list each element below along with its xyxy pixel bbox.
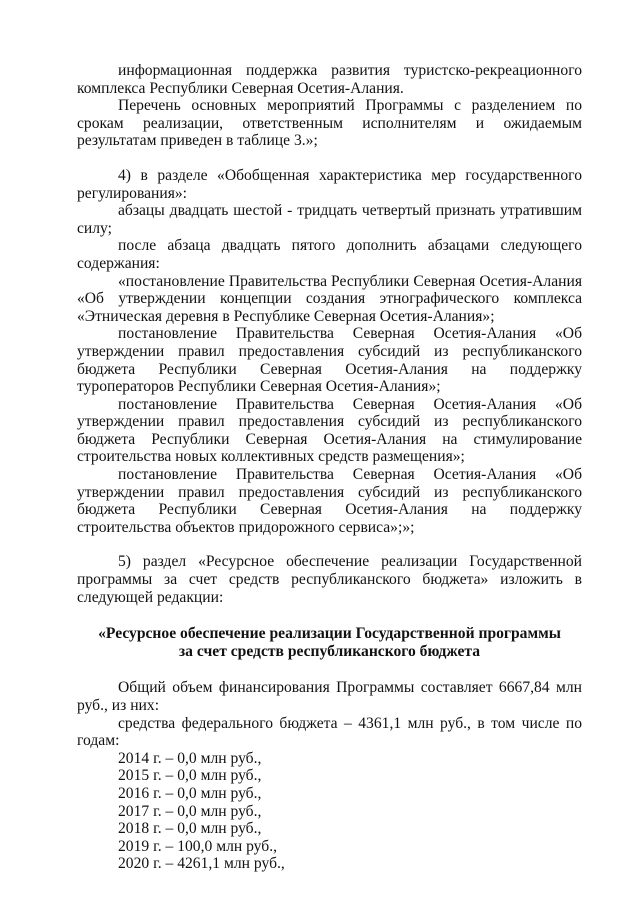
- document-page: [77, 62, 582, 873]
- paragraph-postanovlenie-4: постановление Правительства Северная Осетия-Алания «Об утверждении правил предоставления субсидий из республиканского бюджета Республики Северная Осетия-Алания на поддержку строительства объектов придорожного сервиса»;»;: [77, 466, 582, 536]
- year-line: 2017 г. – 0,0 млн руб.,: [118, 802, 262, 820]
- year-line: 2015 г. – 0,0 млн руб.,: [118, 767, 262, 785]
- section-heading-line-2: за счет средств республиканского бюджета: [178, 642, 481, 660]
- year-line: 2014 г. – 0,0 млн руб.,: [118, 749, 262, 767]
- paragraph-federal-budget: средства федерального бюджета – 4361,1 млн руб., в том числе по годам:: [77, 714, 582, 750]
- year-line: 2020 г. – 4261,1 млн руб.,: [118, 855, 285, 873]
- year-line: 2016 г. – 0,0 млн руб.,: [118, 784, 262, 802]
- paragraph-postanovlenie-1: «постановление Правительства Республики Северная Осетия-Алания «Об утверждении концепции создания этнографического комплекса «Этническая деревня в Республике Северная Осетия-Алания»;: [77, 272, 582, 325]
- paragraph-postanovlenie-2: постановление Правительства Северная Осетия-Алания «Об утверждении правил предоставления субсидий из республиканского бюджета Республики Северная Осетия-Алания на поддержку туроператоров Республики Северная Осетия-Алания»;: [77, 325, 582, 396]
- year-line: 2018 г. – 0,0 млн руб.,: [118, 820, 262, 838]
- year-line: 2019 г. – 100,0 млн руб.,: [118, 837, 278, 855]
- paragraph-item-4: 4) в разделе «Обобщенная характеристика мер государственного регулирования»:: [77, 166, 582, 202]
- paragraph-abzacy: абзацы двадцать шестой - тридцать четвертый признать утратившим силу;: [77, 202, 582, 237]
- paragraph-after-abzac: после абзаца двадцать пятого дополнить абзацами следующего содержания:: [77, 237, 582, 272]
- paragraph-list-reference: Перечень основных мероприятий Программы с разделением по срокам реализации, ответственным исполнителям и ожидаемым результатам приведен в таблице 3.»;: [77, 97, 582, 150]
- paragraph-total-financing: Общий объем финансирования Программы составляет 6667,84 млн руб., из них:: [77, 679, 582, 714]
- paragraph-intro: информационная поддержка развития туристско-рекреационного комплекса Республики Северная Осетия-Алания.: [77, 62, 582, 97]
- paragraph-postanovlenie-3: постановление Правительства Северная Осетия-Алания «Об утверждении правил предоставления субсидий из республиканского бюджета Республики Северная Осетия-Алания на стимулирование строительства новых коллективных средств размещения»;: [77, 395, 582, 466]
- section-heading-line-1: «Ресурсное обеспечение реализации Государственной программы: [98, 625, 561, 643]
- paragraph-item-5: 5) раздел «Ресурсное обеспечение реализации Государственной программы за счет средств республиканского бюджета» изложить в следующей редакции:: [77, 553, 582, 606]
